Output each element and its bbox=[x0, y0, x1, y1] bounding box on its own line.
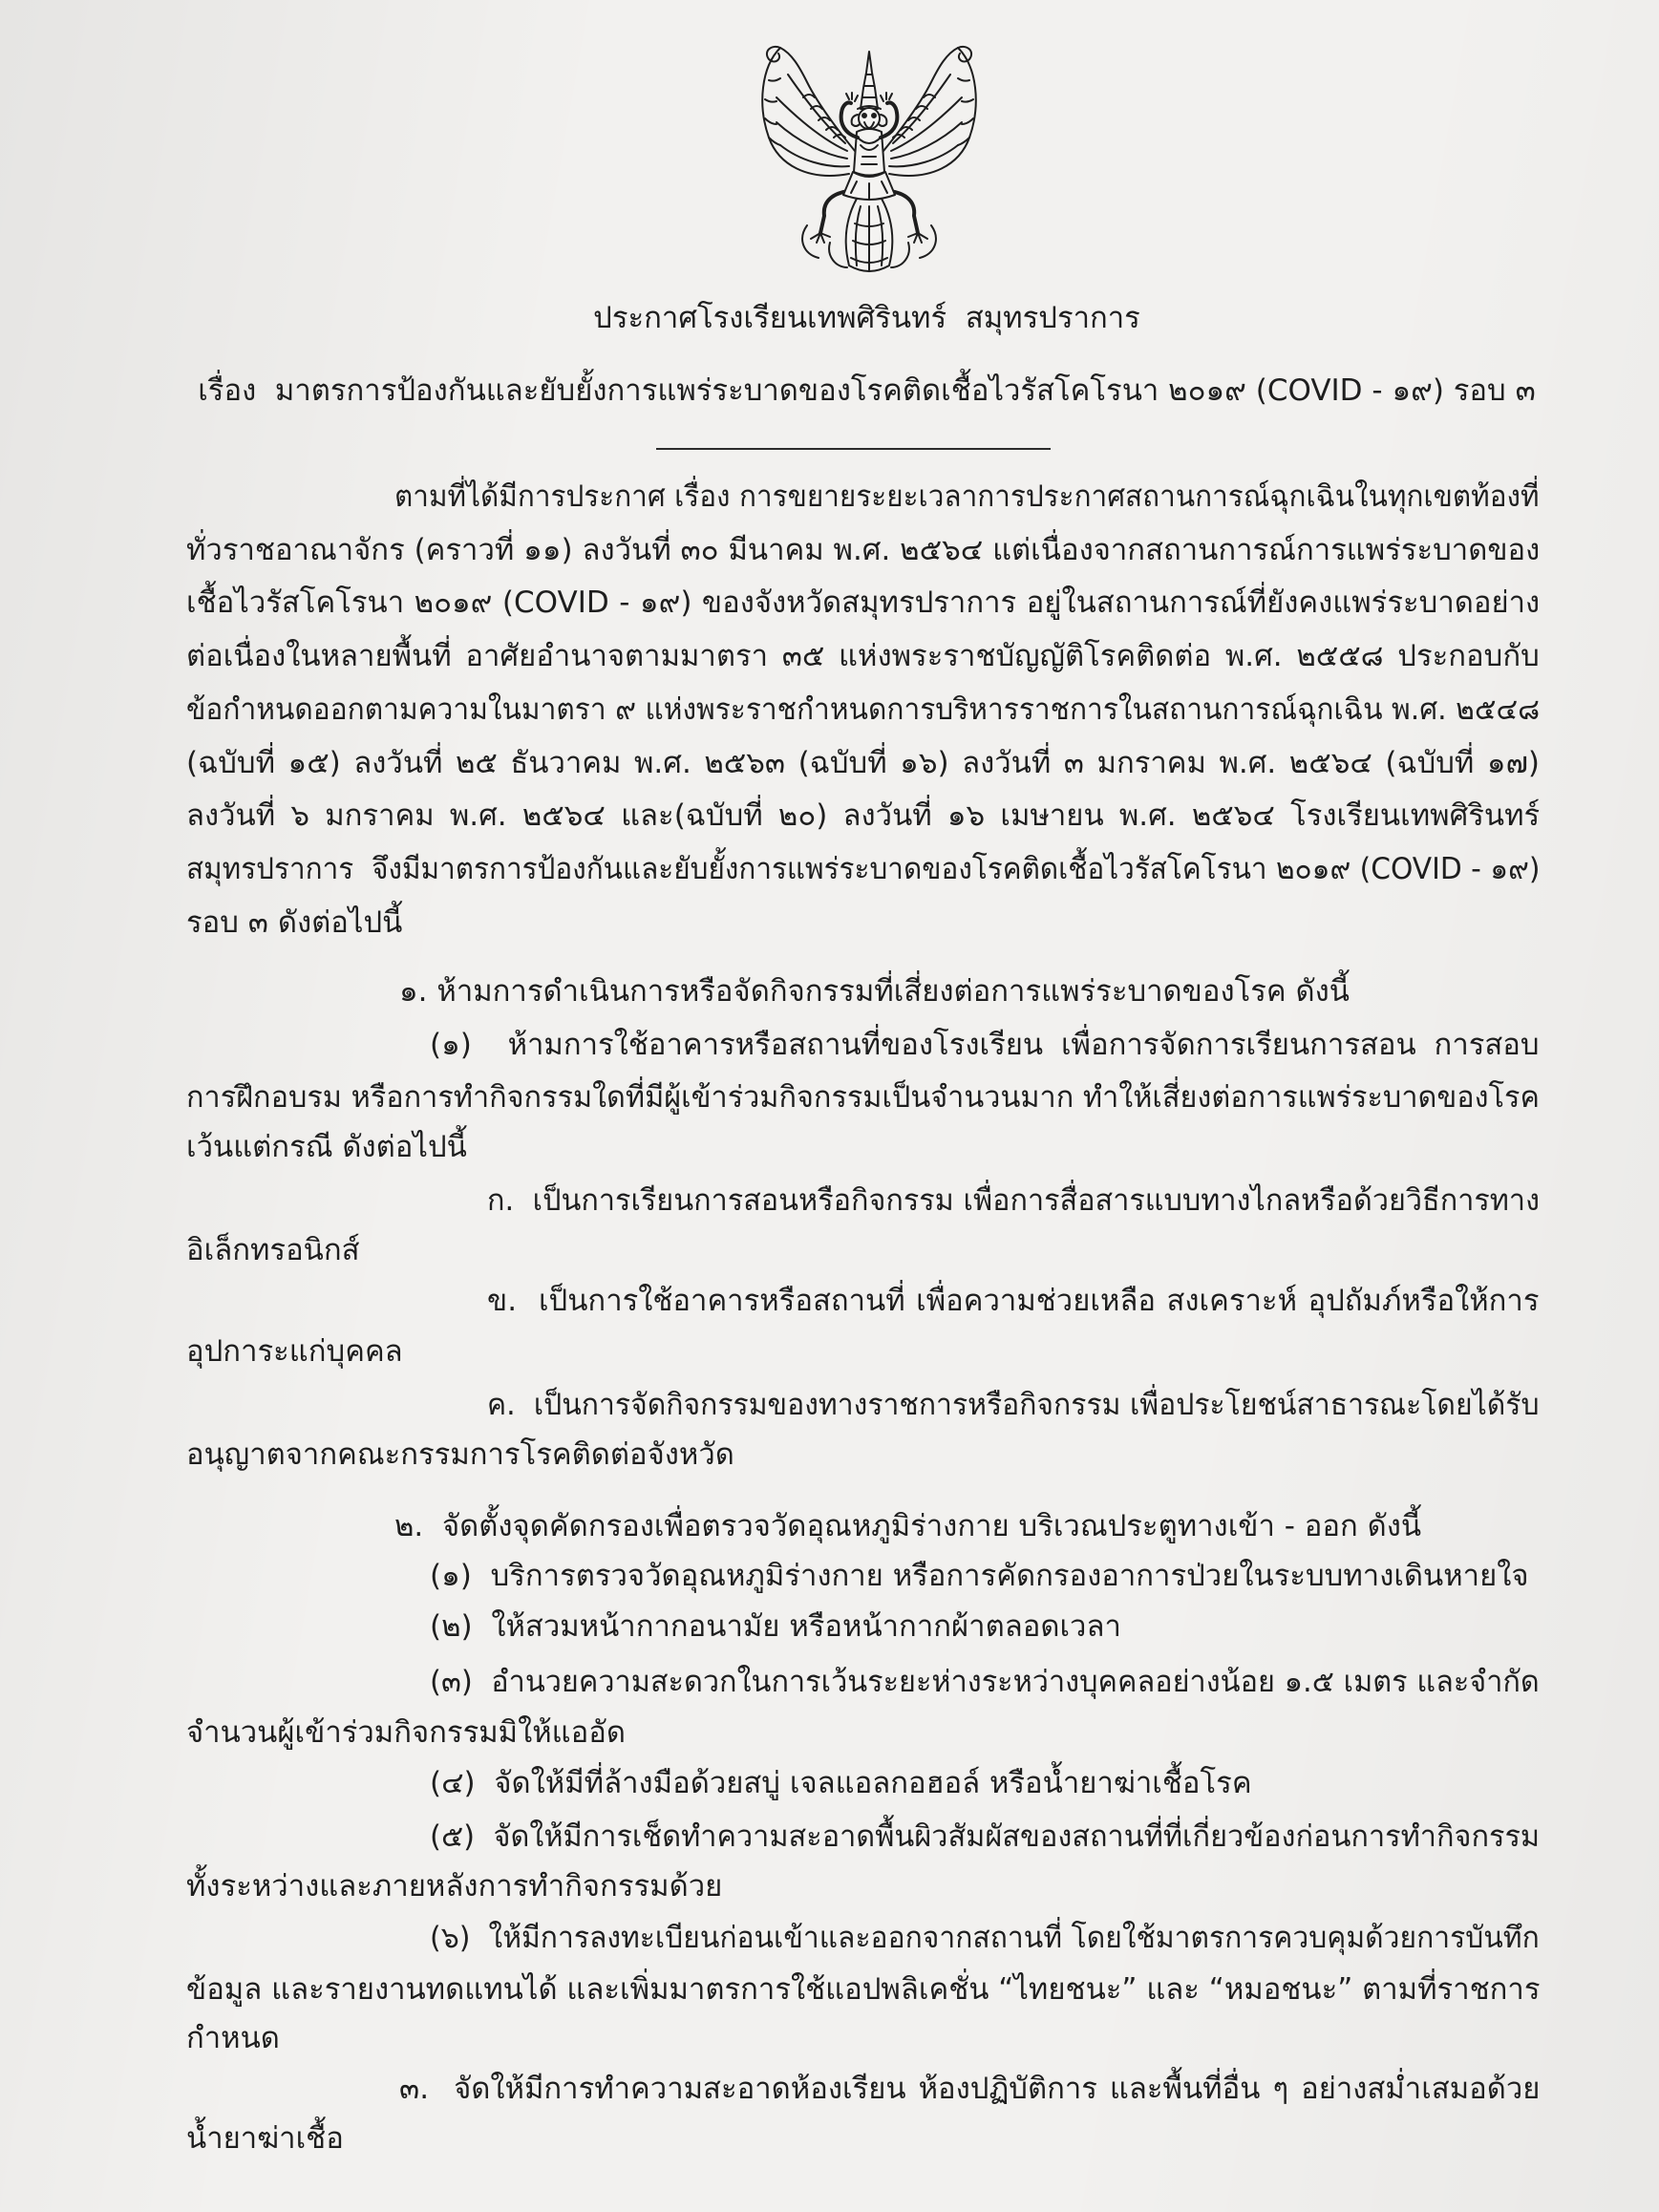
preamble-line bbox=[186, 896, 1540, 949]
garuda-body bbox=[843, 129, 895, 200]
section-2-item-3-text: (๓) อำนวยความสะดวกในการเว้นระยะห่างระหว่างบุคคลอย่างน้อย ๑.๕ เมตร และจำกัด bbox=[430, 1665, 1540, 1699]
section-2-item-1-line bbox=[430, 1549, 1540, 1603]
preamble-line bbox=[186, 576, 1540, 629]
section-2-item-4-line bbox=[430, 1756, 1540, 1810]
garuda-head bbox=[852, 52, 887, 129]
exception-c-line bbox=[186, 1428, 1540, 1481]
section-2-item-3-line bbox=[186, 1706, 1540, 1759]
section-1-item-1-text: (๑) ห้ามการใช้อาคารหรือสถานที่ของโรงเรียน เพื่อการจัดการเรียนการสอน การสอบ bbox=[430, 1028, 1540, 1062]
section-1-item-1-text: เว้นแต่กรณี ดังต่อไปนี้ bbox=[186, 1130, 467, 1164]
section-2-heading bbox=[394, 1499, 1540, 1553]
section-2-item-3-line bbox=[430, 1655, 1540, 1709]
preamble-line-text: ลงวันที่ ๖ มกราคม พ.ศ. ๒๕๖๔ และ(ฉบับที่ ๒๐) ลงวันที่ ๑๖ เมษายน พ.ศ. ๒๕๖๔ โรงเรียนเทพศิรินทร์ bbox=[186, 798, 1541, 833]
section-2-item-5-text: ทั้งระหว่างและภายหลังการทำกิจกรรมด้วย bbox=[186, 1869, 723, 1904]
preamble-line bbox=[394, 470, 1540, 523]
section-2-item-4-text: (๔) จัดให้มีที่ล้างมือด้วยสบู่ เจลแอลกอฮอล์ หรือน้ำยาฆ่าเชื้อโรค bbox=[430, 1766, 1252, 1800]
section-3-text: ๓. จัดให้มีการทำความสะอาดห้องเรียน ห้องปฏิบัติการ และพื้นที่อื่น ๆ อย่างสม่ำเสมอด้วย bbox=[399, 2072, 1541, 2106]
document-subject bbox=[186, 364, 1547, 417]
section-2-item-6-line bbox=[430, 1911, 1540, 1965]
section-1-item-1-line bbox=[186, 1071, 1540, 1124]
preamble-line bbox=[186, 683, 1540, 736]
section-2-item-6-line bbox=[186, 2011, 1540, 2065]
preamble-line bbox=[186, 842, 1540, 896]
section-1-heading-text: ๑. ห้ามการดำเนินการหรือจัดกิจกรรมที่เสี่ยงต่อการแพร่ระบาดของโรค ดังนี้ bbox=[399, 974, 1350, 1009]
preamble-line-text: ตามที่ได้มีการประกาศ เรื่อง การขยายระยะเวลาการประกาศสถานการณ์ฉุกเฉินในทุกเขตท้องที่ bbox=[394, 479, 1540, 514]
preamble-line-text: เชื้อไวรัสโคโรนา ๒๐๑๙ (COVID - ๑๙) ของจังหวัดสมุทรปราการ อยู่ในสถานการณ์ที่ยังคงแพร่ระบาดอย่าง bbox=[186, 585, 1541, 620]
exception-b-line bbox=[186, 1325, 1540, 1378]
section-2-item-2-text: (๒) ให้สวมหน้ากากอนามัย หรือหน้ากากผ้าตลอดเวลา bbox=[430, 1609, 1121, 1644]
section-2-item-1-text: (๑) บริการตรวจวัดอุณหภูมิร่างกาย หรือการคัดกรองอาการป่วยในระบบทางเดินหายใจ bbox=[430, 1559, 1529, 1593]
document-subject-text: เรื่อง มาตรการป้องกันและยับยั้งการแพร่ระบาดของโรคติดเชื้อไวรัสโคโรนา ๒๐๑๙ (COVID - ๑๙) รอบ ๓ bbox=[198, 373, 1536, 408]
preamble-line bbox=[186, 789, 1540, 842]
section-1-item-1-text: การฝึกอบรม หรือการทำกิจกรรมใดที่มีผู้เข้าร่วมกิจกรรมเป็นจำนวนมาก ทำให้เสี่ยงต่อการแพร่ระบาดของโรค bbox=[186, 1080, 1540, 1115]
document-title-text: ประกาศโรงเรียนเทพศิรินทร์ สมุทรปราการ bbox=[593, 301, 1140, 335]
section-1-item-1-line bbox=[430, 1018, 1540, 1072]
exception-a-text: ก. เป็นการเรียนการสอนหรือกิจกรรม เพื่อการสื่อสารแบบทางไกลหรือด้วยวิธีการทาง bbox=[487, 1183, 1540, 1218]
preamble-line bbox=[186, 523, 1540, 577]
garuda-emblem bbox=[750, 38, 989, 287]
exception-b-text: ข. เป็นการใช้อาคารหรือสถานที่ เพื่อความช่วยเหลือ สงเคราะห์ อุปถัมภ์หรือให้การ bbox=[487, 1284, 1540, 1318]
exception-b-line bbox=[487, 1274, 1540, 1328]
document-title bbox=[186, 291, 1547, 345]
section-2-item-6-text: กำหนด bbox=[186, 2021, 280, 2055]
preamble-line-text: รอบ ๓ ดังต่อไปนี้ bbox=[186, 905, 403, 940]
section-3-line bbox=[186, 2112, 1540, 2165]
exception-c-line bbox=[487, 1378, 1540, 1432]
section-2-item-6-text: (๖) ให้มีการลงทะเบียนก่อนเข้าและออกจากสถานที่ โดยใช้มาตรการควบคุมด้วยการบันทึก bbox=[430, 1921, 1540, 1955]
preamble-line-text: ข้อกำหนดออกตามความในมาตรา ๙ แห่งพระราชกำหนดการบริหารราชการในสถานการณ์ฉุกเฉิน พ.ศ. ๒๕๔๘ bbox=[186, 692, 1541, 727]
section-3-text: น้ำยาฆ่าเชื้อ bbox=[186, 2121, 344, 2156]
section-2-item-6-text: ข้อมูล และรายงานทดแทนได้ และเพิ่มมาตรการใช้แอปพลิเคชั่น “ไทยชนะ” และ “หมอชนะ” ตามที่ราชการ bbox=[186, 1972, 1541, 2007]
exception-b-text: อุปการะแก่บุคคล bbox=[186, 1334, 403, 1369]
preamble-line-text: ทั่วราชอาณาจักร (คราวที่ ๑๑) ลงวันที่ ๓๐ มีนาคม พ.ศ. ๒๕๖๔ แต่เนื่องจากสถานการณ์การแพร่ระบาดของ bbox=[186, 533, 1541, 567]
exception-a-line bbox=[487, 1174, 1540, 1227]
section-1-heading bbox=[399, 965, 1540, 1018]
section-1-item-1-line bbox=[186, 1120, 1540, 1174]
section-2-item-5-text: (๕) จัดให้มีการเช็ดทำความสะอาดพื้นผิวสัมผัสของสถานที่ที่เกี่ยวข้องก่อนการทำกิจกรรม bbox=[430, 1819, 1541, 1854]
section-2-item-5-line bbox=[186, 1860, 1540, 1913]
section-3-line bbox=[399, 2062, 1540, 2116]
exception-c-text: อนุญาตจากคณะกรรมการโรคติดต่อจังหวัด bbox=[186, 1437, 734, 1472]
title-divider bbox=[656, 448, 1051, 450]
section-2-item-3-text: จำนวนผู้เข้าร่วมกิจกรรมมิให้แออัด bbox=[186, 1715, 627, 1750]
section-2-item-6-line bbox=[186, 1963, 1540, 2016]
section-2-item-5-line bbox=[430, 1810, 1540, 1863]
preamble-line bbox=[186, 736, 1540, 790]
exception-c-text: ค. เป็นการจัดกิจกรรมของทางราชการหรือกิจกรรม เพื่อประโยชน์สาธารณะโดยได้รับ bbox=[487, 1388, 1540, 1422]
section-2-item-2-line bbox=[430, 1600, 1540, 1653]
garuda-tail bbox=[846, 199, 893, 271]
preamble-line-text: (ฉบับที่ ๑๕) ลงวันที่ ๒๕ ธันวาคม พ.ศ. ๒๕๖๓ (ฉบับที่ ๑๖) ลงวันที่ ๓ มกราคม พ.ศ. ๒๕๖๔ (ฉบับที่ ๑๗) bbox=[186, 746, 1540, 780]
preamble-line bbox=[186, 629, 1540, 683]
exception-a-line bbox=[186, 1223, 1540, 1277]
preamble-line-text: ต่อเนื่องในหลายพื้นที่ อาศัยอำนาจตามมาตรา ๓๕ แห่งพระราชบัญญัติโรคติดต่อ พ.ศ. ๒๕๕๘ ประกอบกับ bbox=[186, 639, 1540, 673]
section-2-heading-text: ๒. จัดตั้งจุดคัดกรองเพื่อตรวจวัดอุณหภูมิร่างกาย บริเวณประตูทางเข้า - ออก ดังนี้ bbox=[394, 1509, 1422, 1543]
preamble-line-text: สมุทรปราการ จึงมีมาตรการป้องกันและยับยั้งการแพร่ระบาดของโรคติดเชื้อไวรัสโคโรนา ๒๐๑๙ (COVID - ๑๙) bbox=[186, 852, 1541, 886]
exception-a-text: อิเล็กทรอนิกส์ bbox=[186, 1233, 360, 1267]
